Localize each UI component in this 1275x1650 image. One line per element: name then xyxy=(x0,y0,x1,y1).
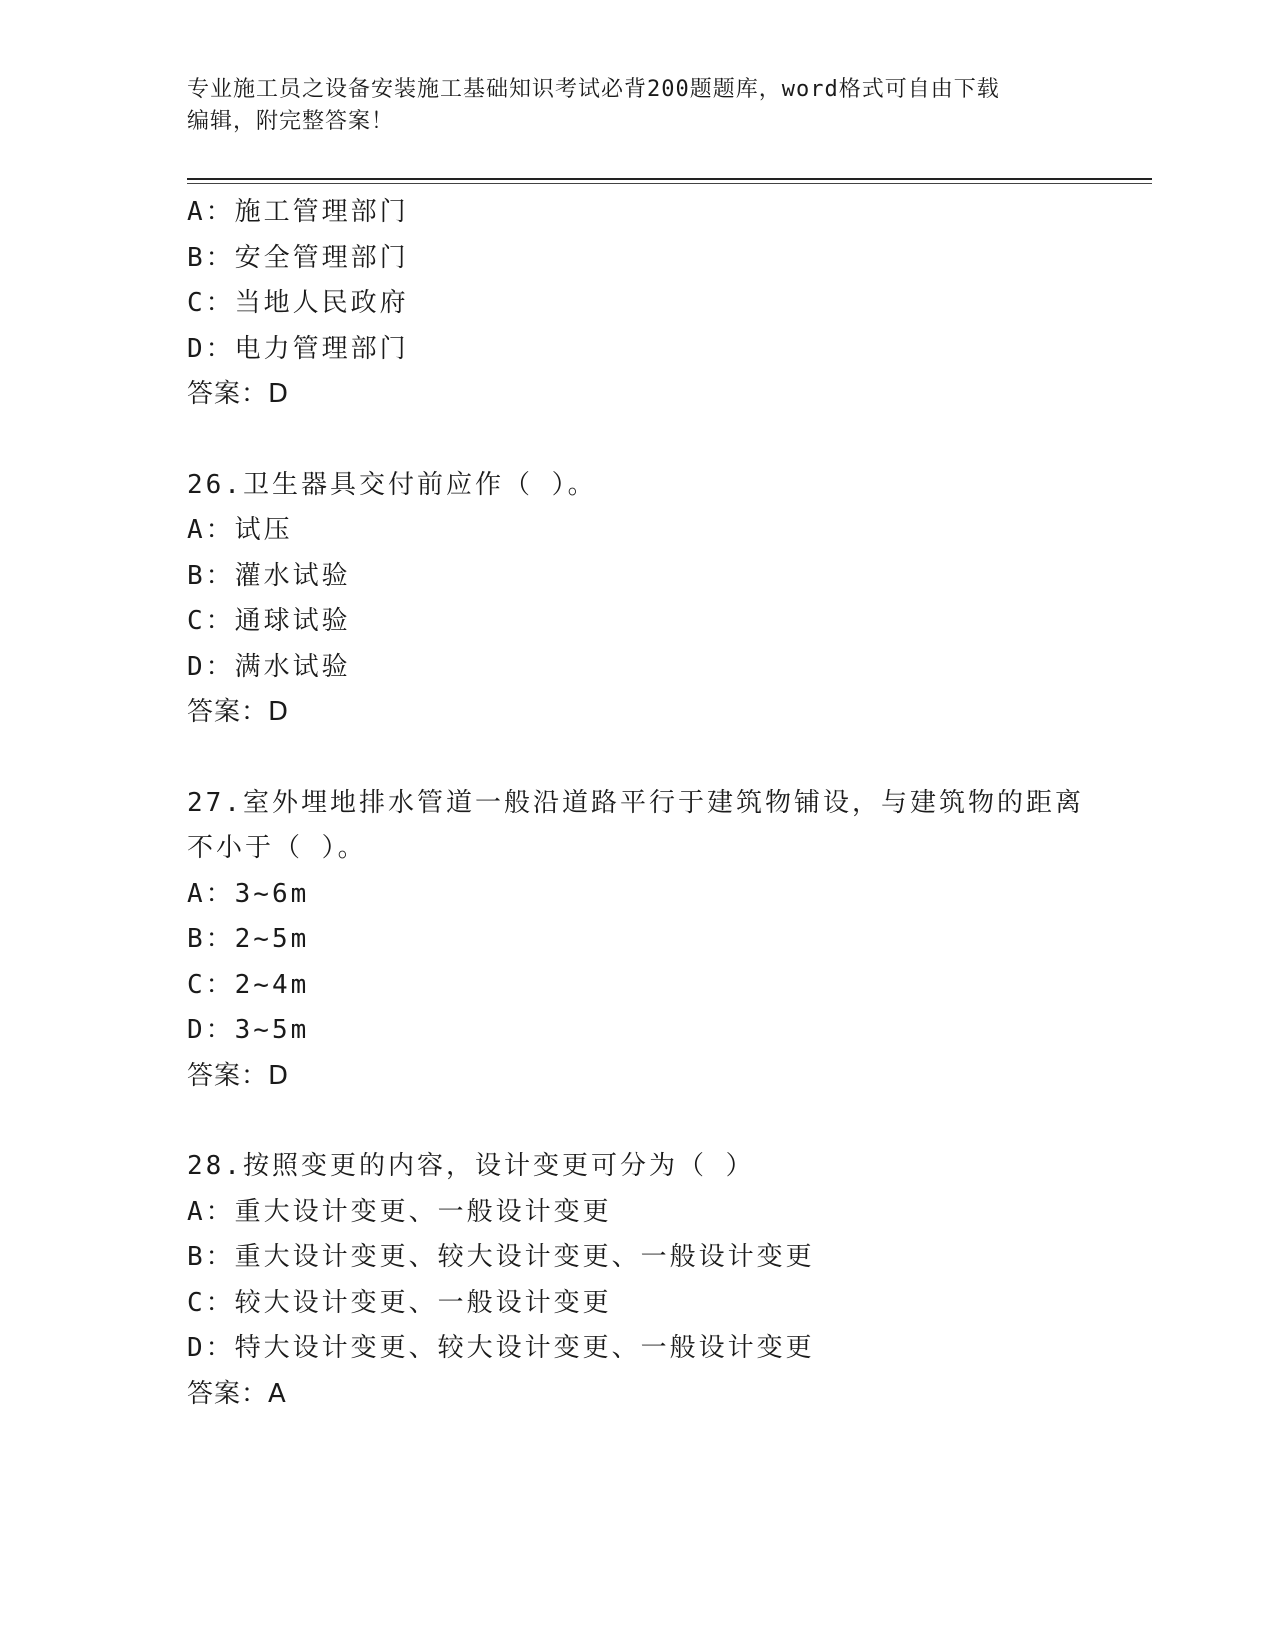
header-line-2: 编辑，附完整答案！ xyxy=(187,109,395,134)
question-list xyxy=(187,190,1147,1417)
option-b: B：2~5m xyxy=(187,924,310,954)
option-c: C：当地人民政府 xyxy=(187,288,409,318)
option-a: A：施工管理部门 xyxy=(187,197,409,227)
option-d: D：满水试验 xyxy=(187,651,351,682)
answer-label: 答案：A xyxy=(187,1378,287,1409)
answer-label: 答案：D xyxy=(187,1060,290,1091)
header-divider-thin xyxy=(187,183,1152,184)
option-a: A：试压 xyxy=(187,515,293,545)
answer-label: 答案：D xyxy=(187,697,290,727)
header-line-1: 专业施工员之设备安装施工基础知识考试必背200题题库，word格式可自由下载 xyxy=(187,77,1000,102)
option-b: B：灌水试验 xyxy=(187,560,351,591)
option-d: D：电力管理部门 xyxy=(187,333,409,364)
option-d: D：3~5m xyxy=(187,1015,310,1045)
question-spacer xyxy=(187,418,1147,463)
document-header xyxy=(187,74,1067,138)
option-c: C：较大设计变更、一般设计变更 xyxy=(187,1287,612,1318)
header-divider-thick xyxy=(187,178,1152,180)
option-c: C：2~4m xyxy=(187,969,310,1000)
question-spacer xyxy=(187,1099,1147,1144)
option-b: B：重大设计变更、较大设计变更、一般设计变更 xyxy=(187,1242,815,1272)
question-27 xyxy=(187,781,1147,1100)
question-stem: 28.按照变更的内容，设计变更可分为（ ） xyxy=(187,1151,755,1181)
question-28 xyxy=(187,1144,1147,1417)
option-a: A：重大设计变更、一般设计变更 xyxy=(187,1196,612,1227)
question-26 xyxy=(187,463,1147,736)
option-c: C：通球试验 xyxy=(187,606,351,636)
question-stem-continued: 不小于（ ）。 xyxy=(187,833,367,863)
option-d: D：特大设计变更、较大设计变更、一般设计变更 xyxy=(187,1333,815,1363)
question-stem: 27.室外埋地排水管道一般沿道路平行于建筑物铺设，与建筑物的距离 xyxy=(187,787,1084,818)
answer-label: 答案：D xyxy=(187,379,290,409)
question-spacer xyxy=(187,736,1147,781)
option-a: A：3~6m xyxy=(187,878,310,909)
option-b: B：安全管理部门 xyxy=(187,242,409,273)
question-25 xyxy=(187,190,1147,418)
question-stem: 26.卫生器具交付前应作（ ）。 xyxy=(187,469,597,500)
